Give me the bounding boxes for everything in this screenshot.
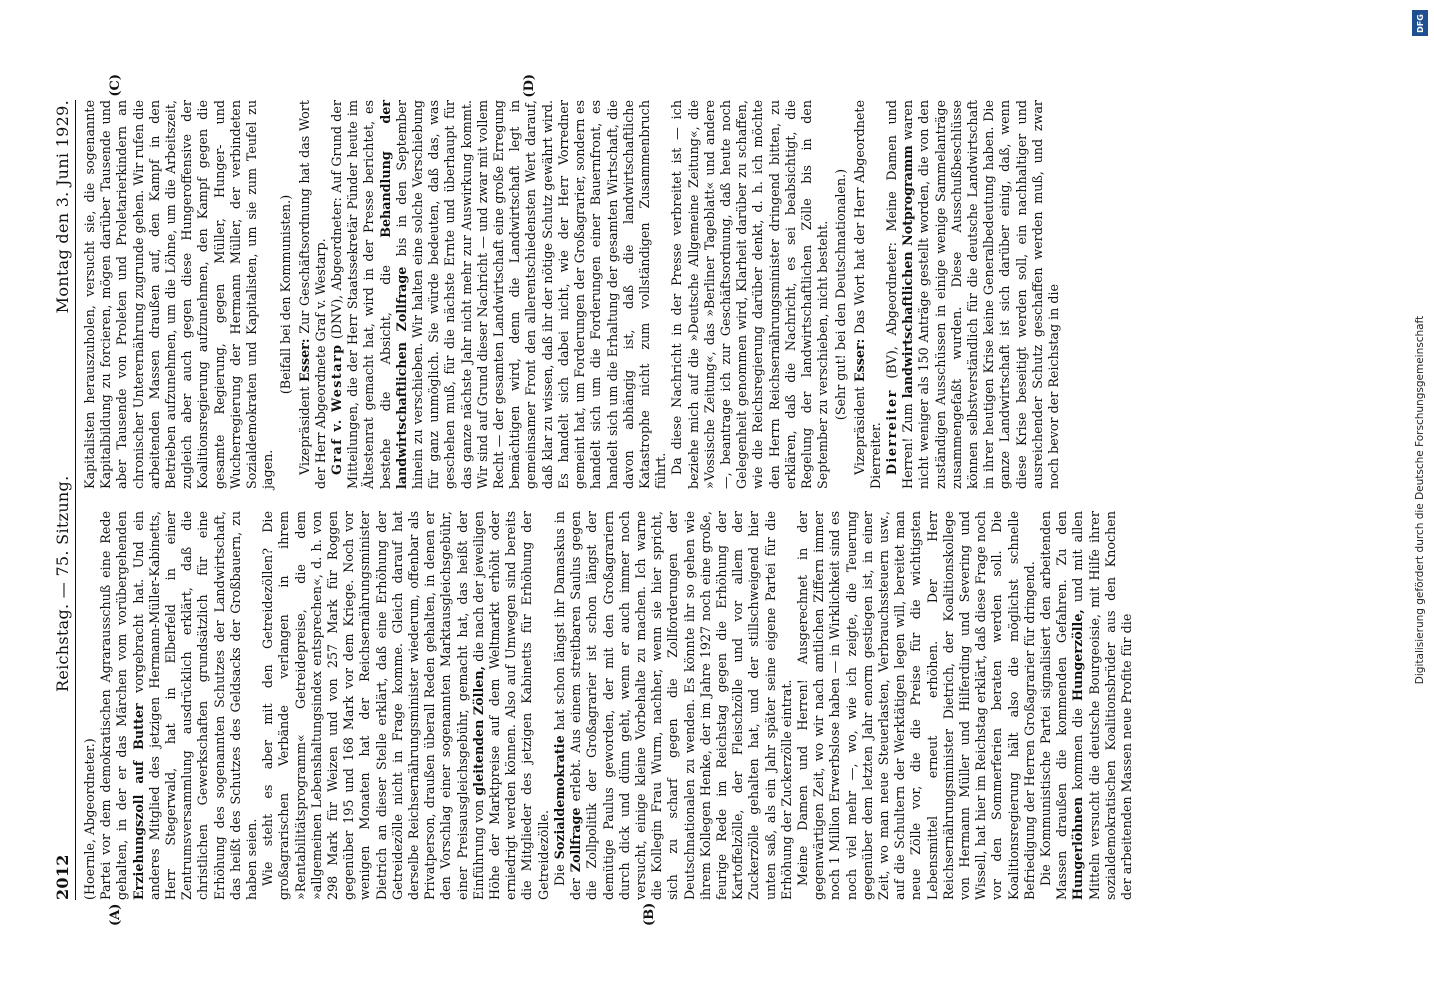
text-run: erlebt. Aus einem streitbaren Saulus gegen die Zollpolitik der Großagrarier ist schon längst der demütige Paulus geworden, der mit den Großagrariern durch dick und dünn geht, wenn er auch immer noch versucht, einige kleine Vorbehalte zu machen. Ich warne die Kollegin Frau Wurm, nachher, wenn sie hier spricht, sich zu scharf gegen die Zollforderungen der Deutschnationalen zu wenden. Es könnte ihr so gehen wie ihrem Kollegen Henke, der im Jahre 1927 noch eine große, feurige Rede im Reichstag gegen die Erhöhung der Kartoffelzölle, der Fleischzölle und vor allem der Zuckerzölle gehalten hat, und der stillschweigend hier unten saß, als ein Jahr später seine eigene Partei für die Erhöhung der Zuckerzölle eintrat.	[568, 511, 794, 900]
speaker-name: Dierreiter	[883, 389, 899, 475]
margin-marker-a: (A)	[108, 903, 123, 926]
right-column	[82, 100, 1135, 489]
bold-term: gleitenden Zöllen,	[470, 665, 486, 796]
bold-term: Behandlung der landwirtschaftlichen Zollfrage	[377, 100, 409, 489]
text-run: Das Wort hat der Herr Abgeordnete Dierreiter.	[851, 100, 883, 489]
dfg-badge-text: DFG	[1415, 13, 1425, 33]
text-run: die nach der jeweiligen Höhe der Marktpreise auf dem Weltmarkt erhöht oder erniedrigt werden können. Also auf Umwegen sind bereits die Mitglieder des jetzigen Kabinetts für Erhöhung der Getreidezölle.	[470, 511, 551, 900]
page-header	[53, 100, 76, 900]
text-run: vorgebracht hat. Und ein anderes Mitglied des jetzigen Hermann-Müller-Kabinetts, Herr Stegerwald, hat in Elberfeld in einer Zentrumsversammlung ausdrücklich erklärt, daß die christlichen Gewerkschaften grundsätzlich für eine Erhöhung des sogenannten Schutzes der Landwirtschaft, das heißt des Schutzes des Geldsacks der Großbauern, zu haben seien.	[130, 511, 260, 900]
page-number: 2012	[53, 854, 72, 900]
text-run: Wie steht es aber mit den Getreidezöllen? Die großagrarischen Verbände verlangen in ihrem »Rentabilitätsprogramm« Getreidepreise, die dem »allgemeinen Lebenshaltungsindex entsprechen«, d. h. von 298 Mark für Weizen und von 257 Mark für Roggen gegenüber 195 und 168 Mark vor dem Kriege. Noch vor wenigen Monaten hat der Reichsernährungsminister Dietrich an dieser Stelle erklärt, daß eine Erhöhung der Getreidezölle nicht in Frage komme. Gleich darauf hat derselbe Reichsernährungsminister wiederum, offenbar als Privatperson, draußen überall Reden gehalten, in denen er den Vorschlag einer sogenannten Marktausgleichsgebühr, einer Preisausgleichsgebühr, gemacht hat, das heißt der Einführung von	[260, 511, 486, 900]
text-run: Vizepräsident	[851, 386, 867, 475]
text-run: Die	[551, 864, 567, 886]
text-run: (BV), Abgeordneter: Meine Damen und Herren! Zum	[883, 100, 916, 489]
text-columns	[82, 74, 1135, 926]
paragraph	[297, 100, 329, 489]
speaker-continuation: (Hoernle, Abgeordneter.)	[82, 738, 97, 900]
text-run: und mit allen Mitteln versucht die deutsche Bourgeoisie, mit Hilfe ihrer sozialdemokratischen Koalitionsbrüder aus den Knochen der arbeitenden Massen neue Profite für die	[1070, 511, 1134, 900]
session-date: Montag den 3. Juni 1929.	[53, 100, 72, 314]
paragraph: Da diese Nachricht in der Presse verbreitet ist — ich beziehe mich auf die »Deutsche Allgemeine Zeitung«, die »Vossische Zeitung«, das »Berliner Tageblatt« und andere —, beantrage ich zur Geschäftsordnung, daß heute noch Gelegenheit genommen wird, Klarheit darüber zu schaffen, wie die Reichsregierung darüber denkt, d. h. ich möchte den Herrn Reichsernährungsminister dringend bitten, zu erklären, daß die Nachricht, es sei beabsichtigt, die Regelung der landwirtschaftlichen Zölle bis in den September zu verschieben, nicht besteht.	[669, 100, 831, 489]
speaker-name: Graf v. Westarp	[329, 343, 345, 475]
digitization-credit-strip	[1408, 8, 1432, 992]
margin-marker-b: (B)	[642, 902, 657, 926]
paragraph: Kapitalisten herauszuholen, versucht sie, die sogenannte Kapitalbildung zu forcieren, mögen darüber Tausende und aber Tausende von Proleten und Proletarierkindern an chronischer Unterernährung zugrunde gehen. Wir rufen die arbeitenden Massen draußen auf, den Kampf in den Betrieben aufzunehmen, um die Löhne, um die Arbeitszeit, zugleich aber auch gegen diese Hungeroffensive der Koalitionsregierung aufzunehmen, den Kampf gegen die gesamte Regierung, gegen Müller, Hunger- und Wucherregierung der Hermann Müller, der verbindeten Sozialdemokraten und Kapitalisten, um sie zum Teufel zu jagen.	[82, 100, 276, 489]
paragraph: Meine Damen und Herren! Ausgerechnet in der gegenwärtigen Zeit, wo wir nach amtlichen Ziffern immer noch 1 Million Erwerbslose haben — in Wirklichkeit sind es noch viel mehr —, wo, wie ich zeigte, die Teuerung gegenüber dem letzten Jahr enorm gestiegen ist, in einer Zeit, wo man neue Steuerlasten, Verbrauchssteuern usw., auf die Schultern der Werktätigen legen will, bereitet man neue Zölle vor, die die Preise für die wichtigsten Lebensmittel erneut erhöhen. Der Herr Reichsernährungsminister Dietrich, der Koalitionskollege von Hermann Müller und Hilferding und Severing und Wissell, hat hier im Reichstag erklärt, daß diese Frage noch vor den Sommerferien beraten werden soll. Die Koalitionsregierung hält also die möglichst schnelle Befriedigung der Herren Großagrarier für dringend.	[794, 511, 1037, 900]
margin-marker-d: (D)	[522, 74, 537, 98]
text-run: hat schon längst ihr Damaskus in der	[551, 511, 584, 900]
paragraph	[1038, 511, 1135, 900]
bold-term: Zollfrage	[568, 807, 584, 873]
text-run: (DNV), Abgeordneter: Auf Grund der Mitteilungen, die der Herr Staatssekretär Pünder heute im Ältestenrat gemacht hat, wird in der Presse berichtet, es bestehe die Absicht, die	[329, 100, 393, 489]
text-run: Die Kommunistische Partei signalisiert den arbeitenden Massen draußen die kommenden Gefahren. Zu den	[1037, 511, 1070, 900]
text-run: waren nicht weniger als 150 Anträge gestellt worden, die von den zuständigen Ausschüssen in einige wenige Sammelanträge zusammengefaßt wurden. Diese Ausschußbeschlüsse können selbstverständlich für die deutsche Landwirtschaft in ihrer heutigen Krise keine Generalbedeutung haben. Die ganze Landwirtschaft ist sich darüber einig, daß, wenn diese Krise beseitigt werden soll, ein nachhaltiger und ausreichender Schutz geschaffen werden muß, und zwar noch bevor der Reichstag in die	[900, 100, 1061, 489]
session-title: Reichstag. — 75. Sitzung.	[53, 475, 72, 693]
text-run: Partei vor dem demokratischen Agrarausschuß eine Rede gehalten, in der er das Märchen vom vorübergehenden	[98, 511, 130, 900]
paragraph	[552, 511, 795, 900]
bold-term: Sozialdemokratie	[551, 735, 567, 860]
bold-term: Erziehungszoll auf Butter	[130, 703, 146, 900]
text-run: bis in den September hinein zu verschieben. Wir halten eine solche Verschiebung für ganz unmöglich. Sie würde bedeuten, daß das, was geschehen muß, für die nächste Ernte und überhaupt für das ganze nächste Jahr nicht mehr zur Auswirkung kommt. Wir sind auf Grund dieser Nachricht — und zwar mit vollem Recht — der gesamten Landwirtschaft eine große Erregung bemächtigen wird, denn die Landwirtschaft legt in gemeinsamer Front den allerentschiedensten Wert darauf, daß klar zu wissen, daß ihr der nötige Schutz gewährt wird. Es handelt sich dabei nicht, wie der Herr Vorredner gemeint hat, um Forderungen der Großagrarier, sondern es handelt sich um die Forderungen einer Bauernfront, es handelt sich um die Erhaltung der gesamten Wirtschaft, die davon abhängig ist, daß die landwirtschaftliche Katastrophe nicht zum vollständigen Zusammenbruch führt.	[393, 100, 669, 489]
margin-marker-c: (C)	[108, 74, 123, 97]
dfg-logo-icon	[1412, 10, 1428, 36]
text-run: Vizepräsident	[296, 386, 312, 475]
speaker-name: Esser:	[851, 338, 867, 383]
bold-term: Hungerlöhnen	[1070, 796, 1086, 900]
paragraph	[260, 511, 552, 900]
speaker-name: Esser:	[296, 338, 312, 382]
interjection: (Sehr gut! bei den Deutschnationalen.)	[833, 168, 849, 421]
bold-term: Hungerzölle,	[1070, 609, 1086, 702]
left-column	[82, 511, 1135, 900]
paragraph	[329, 100, 669, 489]
paragraph	[852, 100, 884, 489]
bold-term: landwirtschaftlichen Notprogramm	[900, 145, 916, 399]
paragraph	[98, 511, 260, 900]
dfg-credit-text: Digitalisierung gefördert durch die Deutsche Forschungsgemeinschaft	[1414, 315, 1426, 685]
text-run: kommen die	[1070, 708, 1086, 790]
text-run: Zur Geschäftsordnung hat das Wort der Herr Abgeordnete Graf v. Westarp.	[296, 100, 328, 489]
interjection: (Beifall bei den Kommunisten.)	[278, 194, 294, 395]
rotated-page	[39, 70, 1379, 930]
paragraph	[884, 100, 1062, 489]
